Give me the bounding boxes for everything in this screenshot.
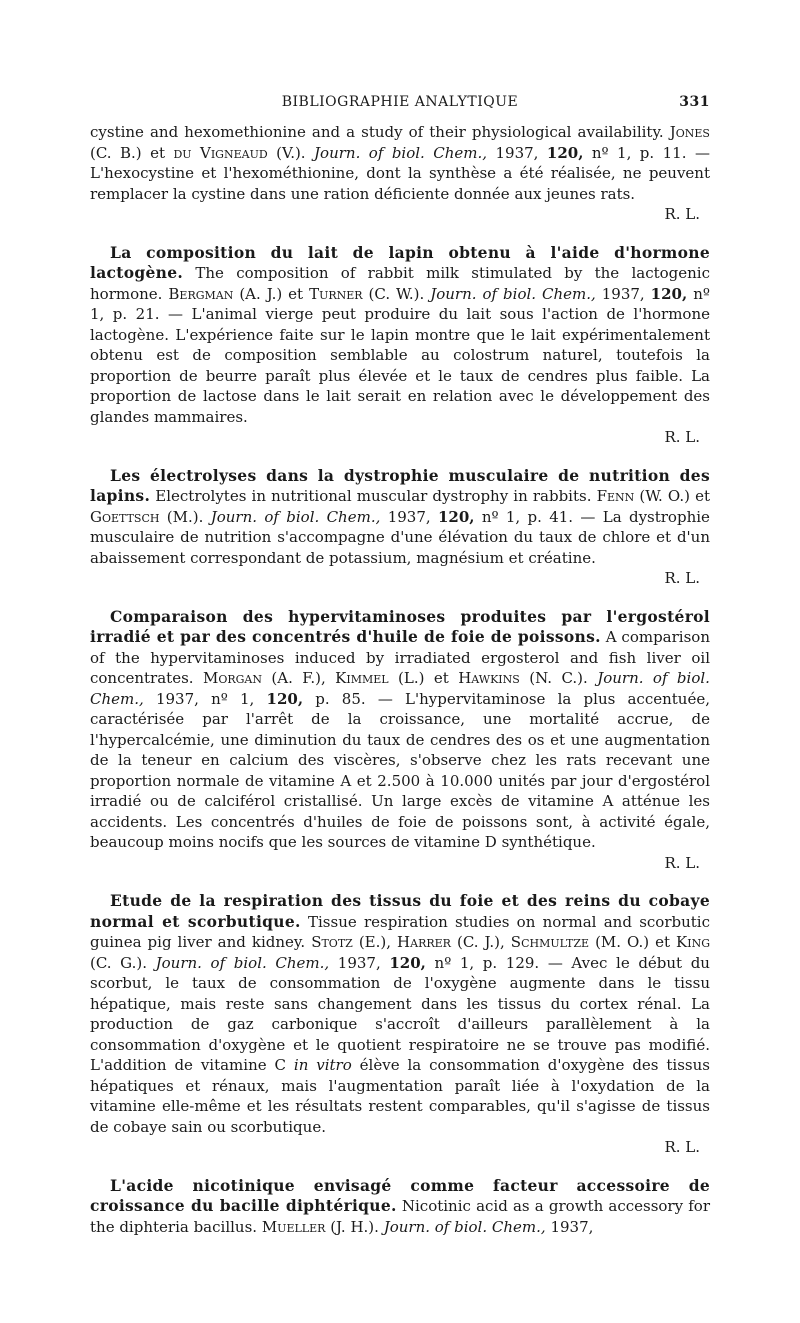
issue-page: nº 1, p. 21. [90, 284, 710, 323]
author-initials: (J. H.). [330, 1217, 379, 1236]
author-initials: (C. G.). [90, 953, 148, 972]
author-name: Stotz [311, 933, 353, 951]
bibliography-entry [90, 243, 710, 448]
author-initials: (N. C.). [529, 669, 588, 687]
issue: nº 1, [211, 689, 255, 708]
year: 1937, [387, 507, 431, 526]
journal-page [90, 94, 710, 1255]
author-name: Fenn [596, 487, 635, 505]
author-name: King [676, 933, 710, 951]
page-number: 331 [679, 94, 710, 110]
author-initials: (C. J.), [456, 933, 505, 951]
summary: — L'hexocystine et l'hexométhionine, dont la synthèse a été réalisée, ne peuvent remplacer la cystine dans une ration déficiente donnée aux jeunes rats. [90, 143, 710, 203]
volume: 120, [266, 689, 304, 708]
author-name: Hawkins [458, 669, 520, 687]
english-title: A comparison of the hypervitaminoses induced by irradiated ergosterol and fish liver oil concentrates. [90, 628, 710, 687]
entry-text [90, 122, 710, 204]
author-initials: (W. O.) et [639, 487, 710, 505]
summary: — L'hypervitaminose la plus accentuée, caractérisée par l'arrêt de la croissance, une mortalité accrue, de l'hypercalcémie, une diminution du taux de cendres des os et une augmentation de la teneur en calcium des viscères, s'observe chez les rats recevant une proportion normale de vitamine A et 2.500 à 10.000 unités par jour d'ergostérol irradié ou de calciférol cristallisé. Un large excès de vitamine A atténue les accidents. Les concentrés d'huiles de foie de poissons sont, à activité égale, beaucoup moins nocifs que les sources de vitamine D synthétique. [90, 689, 710, 851]
issue-page: nº 1, p. 41. [481, 507, 574, 526]
english-title: Electrolytes in nutritional muscular dystrophy in rabbits. [155, 487, 592, 505]
author-initials: (L.) et [398, 669, 449, 687]
author-name: Mueller [261, 1217, 326, 1236]
year: 1937, [337, 953, 381, 972]
entry-text [90, 891, 710, 1137]
author-initials: (A. J.) et [239, 284, 304, 303]
summary: — Avec le début du scorbut, le taux de consommation de l'oxygène augmente dans le tissu hépatique, mais reste sans changement dans les tissus du cortex rénal. La production de gaz carbonique s'accroît d'ailleurs parallèlement à la consommation d'oxygène et le quotient respiratoire ne se trouve pas modifié. L'addition de vitamine C [90, 953, 710, 1074]
bibliography-entry [90, 1176, 710, 1238]
author-name: Bergman [168, 284, 234, 303]
journal-name: Journ. of biol. Chem., [430, 284, 596, 303]
journal-name: Journ. of biol. Chem., [155, 953, 330, 972]
summary-italic: in vitro [293, 1056, 352, 1074]
entry-text [90, 466, 710, 569]
entry-title: Les électrolyses dans la dystrophie musculaire de nutrition des lapins. [90, 465, 710, 505]
english-title: The composition of rabbit milk stimulated by the lactogenic hormone. [90, 264, 710, 303]
english-title: Nicotinic acid as a growth accessory for the diphteria bacillus. [90, 1197, 710, 1236]
year: 1937, [550, 1217, 594, 1236]
entry-title: La composition du lait de lapin obtenu à l'aide d'hormone lactogène. [90, 242, 710, 282]
running-head [90, 94, 710, 116]
year: 1937, [495, 143, 539, 162]
year: 1937, [601, 284, 645, 303]
author-initials: (C. B.) et [90, 143, 166, 162]
signature: R. L. [664, 853, 700, 872]
author-initials: (M. O.) et [595, 933, 670, 951]
author-name: Kimmel [335, 669, 389, 687]
pages: p. 85. [315, 689, 366, 708]
author-initials: (A. F.), [271, 669, 326, 687]
author-initials: (V.). [276, 143, 306, 162]
signature: R. L. [664, 428, 700, 446]
signature: R. L. [664, 1138, 700, 1156]
volume: 120, [650, 284, 688, 303]
author-name: Schmultze [510, 933, 590, 951]
author-name: Goettsch [90, 507, 160, 526]
entry-title: L'acide nicotinique envisagé comme facteur accessoire de croissance du bacille diphtérique. [90, 1175, 710, 1215]
issue-page: nº 1, p. 129. [434, 953, 540, 972]
author-name: Jones [669, 123, 710, 141]
volume: 120, [546, 143, 584, 162]
author-name: Morgan [202, 669, 262, 687]
author-initials: (C. W.). [368, 284, 425, 303]
author-initials: (M.). [166, 507, 204, 526]
bibliography-entry [90, 891, 710, 1158]
running-head-title: BIBLIOGRAPHIE ANALYTIQUE [281, 94, 519, 110]
english-title: Tissue respiration studies on normal and scorbutic guinea pig liver and kidney. [90, 912, 710, 951]
body-text [90, 122, 710, 1237]
entry-text [90, 607, 710, 853]
volume: 120, [389, 953, 426, 972]
signature: R. L. [664, 205, 700, 223]
journal-name: Journ. of biol. Chem., [383, 1217, 546, 1236]
summary: élève la consommation d'oxygène des tissus hépatiques et rénaux, mais l'augmentation paraît liée à l'oxydation de la vitamine elle-même et les résultats restent comparables, qu'il s'agisse de tissus de cobaye sain ou scorbutique. [90, 1056, 710, 1136]
english-title: cystine and hexomethionine and a study of their physiological availability. [90, 123, 664, 141]
entry-text [90, 243, 710, 428]
bibliography-entry [90, 466, 710, 589]
entry-title: Etude de la respiration des tissus du foie et des reins du cobaye normal et scorbutique. [90, 891, 710, 931]
signature: R. L. [664, 569, 700, 587]
journal-name: Journ. of biol. Chem., [210, 507, 381, 526]
issue-page: nº 1, p. 11. [591, 143, 687, 162]
author-name: Harrer [397, 933, 451, 951]
author-initials: (E.), [358, 933, 392, 951]
bibliography-entry [90, 607, 710, 874]
volume: 120, [437, 507, 475, 526]
journal-name: Journ. of biol. Chem., [90, 669, 710, 708]
author-name: Turner [309, 284, 363, 303]
author-name: du Vigneaud [173, 143, 268, 162]
entry-title: Comparaison des hypervitaminoses produites par l'ergostérol irradié et par des concentrés d'huile de foie de poissons. [90, 606, 710, 646]
summary: — L'animal vierge peut produire du lait sous l'action de l'hormone lactogène. L'expérience faite sur le lapin montre que le lait expérimentalement obtenu est de composition semblable au colostrum naturel, toutefois la proportion de beurre paraît plus élevée et le taux de cendres plus faible. La proportion de lactose dans le lait serait en relation avec le développement des glandes mammaires. [90, 305, 710, 426]
year: 1937, [155, 689, 199, 708]
summary: — La dystrophie musculaire de nutrition s'accompagne d'une élévation du taux de chlore et d'un abaissement correspondant de potassium, magnésium et créatine. [90, 507, 710, 567]
entry-text [90, 1176, 710, 1238]
journal-name: Journ. of biol. Chem., [314, 143, 488, 162]
bibliography-entry [90, 122, 710, 225]
